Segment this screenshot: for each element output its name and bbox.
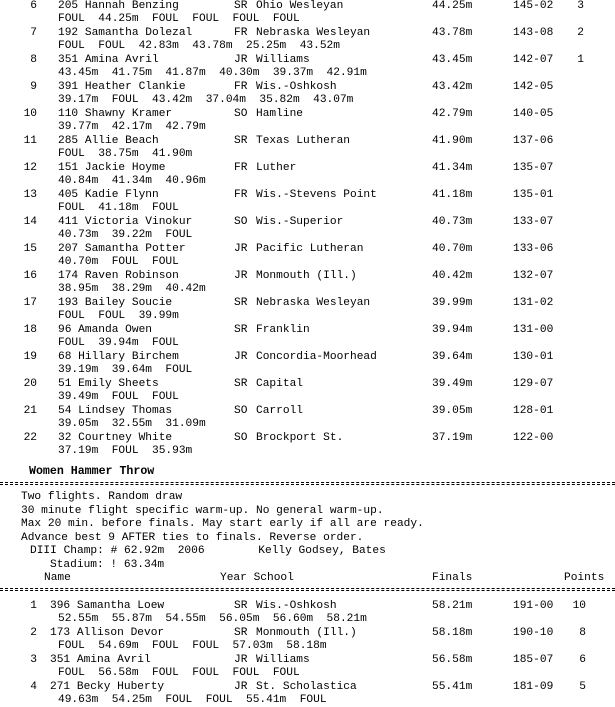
result-series: 39.49m FOUL FOUL xyxy=(58,391,179,403)
result-school: Carroll xyxy=(256,405,303,417)
result-entry: 174 Raven Robinson xyxy=(58,270,179,282)
result-place: 8 xyxy=(30,54,37,66)
header-finals: Finals xyxy=(432,572,473,584)
result-points: 10 xyxy=(572,600,586,612)
result-series: 37.19m FOUL 35.93m xyxy=(58,445,193,457)
result-series: FOUL 38.75m 41.90m xyxy=(58,148,193,160)
result-mark: 37.19m xyxy=(432,432,473,444)
result-entry: 96 Amanda Owen xyxy=(58,324,152,336)
result-entry: 193 Bailey Soucie xyxy=(58,297,173,309)
result-mark: 40.73m xyxy=(432,216,473,228)
result-entry: 54 Lindsey Thomas xyxy=(58,405,173,417)
result-imperial: 185-07 xyxy=(513,654,554,666)
result-place: 9 xyxy=(30,81,37,93)
result-place: 11 xyxy=(23,135,37,147)
result-entry: 173 Allison Devor xyxy=(50,627,165,639)
result-year: JR xyxy=(234,270,248,282)
result-entry: 391 Heather Clankie xyxy=(58,81,186,93)
result-school: Williams xyxy=(256,654,310,666)
result-school: Franklin xyxy=(256,324,310,336)
result-school: Wis.-Oshkosh xyxy=(256,600,337,612)
result-place: 6 xyxy=(30,0,37,12)
result-school: St. Scholastica xyxy=(256,681,357,693)
result-entry: 205 Hannah Benzing xyxy=(58,0,179,12)
result-series: 49.63m 54.25m FOUL FOUL 55.41m FOUL xyxy=(58,694,327,706)
result-imperial: 142-05 xyxy=(513,81,554,93)
result-year: FR xyxy=(234,81,248,93)
result-school: Monmouth (Ill.) xyxy=(256,627,357,639)
result-place: 16 xyxy=(23,270,37,282)
result-year: FR xyxy=(234,189,248,201)
result-place: 1 xyxy=(30,600,37,612)
result-place: 10 xyxy=(23,108,37,120)
result-mark: 39.64m xyxy=(432,351,473,363)
result-imperial: 143-08 xyxy=(513,27,554,39)
result-entry: 351 Amina Avril xyxy=(50,654,151,666)
result-place: 4 xyxy=(30,681,37,693)
header-name: Name xyxy=(44,572,71,584)
result-series: FOUL FOUL 42.83m 43.78m 25.25m 43.52m xyxy=(58,40,340,52)
result-imperial: 132-07 xyxy=(513,270,554,282)
result-entry: 405 Kadie Flynn xyxy=(58,189,159,201)
result-mark: 41.18m xyxy=(432,189,473,201)
header-year-school: Year School xyxy=(220,572,294,584)
result-year: JR xyxy=(234,351,248,363)
result-year: SR xyxy=(234,135,248,147)
result-year: JR xyxy=(234,243,248,255)
result-series: 40.73m 39.22m FOUL xyxy=(58,229,193,241)
result-mark: 39.99m xyxy=(432,297,473,309)
result-entry: 68 Hillary Birchem xyxy=(58,351,179,363)
result-points: 2 xyxy=(577,27,584,39)
result-place: 2 xyxy=(30,627,37,639)
result-entry: 110 Shawny Kramer xyxy=(58,108,173,120)
result-place: 15 xyxy=(23,243,37,255)
result-year: SO xyxy=(234,216,248,228)
championship-record: DIII Champ: # 62.92m 2006 Kelly Godsey, Bates xyxy=(30,545,386,557)
result-imperial: 181-09 xyxy=(513,681,554,693)
result-school: Williams xyxy=(256,54,310,66)
result-school: Nebraska Wesleyan xyxy=(256,297,371,309)
result-points: 1 xyxy=(577,54,584,66)
result-year: SR xyxy=(234,0,248,12)
result-school: Wis.-Stevens Point xyxy=(256,189,377,201)
result-place: 22 xyxy=(23,432,37,444)
result-points: 8 xyxy=(579,627,586,639)
result-place: 12 xyxy=(23,162,37,174)
section-title: Women Hammer Throw xyxy=(29,465,155,478)
result-entry: 351 Amina Avril xyxy=(58,54,159,66)
result-entry: 151 Jackie Hoyme xyxy=(58,162,166,174)
result-series: FOUL 54.69m FOUL FOUL 57.03m 58.18m xyxy=(58,640,327,652)
result-year: FR xyxy=(234,162,248,174)
result-series: 52.55m 55.87m 54.55m 56.05m 56.60m 58.21m xyxy=(58,613,367,625)
result-year: JR xyxy=(234,54,248,66)
result-imperial: 130-01 xyxy=(513,351,554,363)
result-year: JR xyxy=(234,654,248,666)
result-place: 14 xyxy=(23,216,37,228)
result-place: 18 xyxy=(23,324,37,336)
result-series: 39.19m 39.64m FOUL xyxy=(58,364,193,376)
result-year: SR xyxy=(234,378,248,390)
result-school: Texas Lutheran xyxy=(256,135,350,147)
result-mark: 44.25m xyxy=(432,0,473,12)
result-mark: 40.70m xyxy=(432,243,473,255)
result-imperial: 128-01 xyxy=(513,405,554,417)
result-year: SO xyxy=(234,432,248,444)
result-series: 39.05m 32.55m 31.09m xyxy=(58,418,206,430)
result-school: Ohio Wesleyan xyxy=(256,0,344,12)
result-imperial: 145-02 xyxy=(513,0,554,12)
result-school: Wis.-Superior xyxy=(256,216,344,228)
result-series: 39.17m FOUL 43.42m 37.04m 35.82m 43.07m xyxy=(58,94,354,106)
result-mark: 58.18m xyxy=(432,627,473,639)
result-entry: 207 Samantha Potter xyxy=(58,243,186,255)
result-imperial: 133-06 xyxy=(513,243,554,255)
result-school: Monmouth (Ill.) xyxy=(256,270,357,282)
result-place: 21 xyxy=(23,405,37,417)
result-series: 38.95m 38.29m 40.42m xyxy=(58,283,206,295)
result-year: SO xyxy=(234,405,248,417)
header-points: Points xyxy=(564,572,605,584)
result-mark: 56.58m xyxy=(432,654,473,666)
result-entry: 51 Emily Sheets xyxy=(58,378,159,390)
result-place: 17 xyxy=(23,297,37,309)
result-series: FOUL 56.58m FOUL FOUL FOUL FOUL xyxy=(58,667,300,679)
result-mark: 43.45m xyxy=(432,54,473,66)
result-series: 40.70m FOUL FOUL xyxy=(58,256,179,268)
result-imperial: 131-00 xyxy=(513,324,554,336)
result-place: 20 xyxy=(23,378,37,390)
event-note: Two flights. Random draw xyxy=(21,491,183,503)
stadium-record: Stadium: ! 63.34m xyxy=(50,559,165,571)
result-place: 3 xyxy=(30,654,37,666)
result-place: 7 xyxy=(30,27,37,39)
event-note: Advance best 9 AFTER ties to finals. Reverse order. xyxy=(21,531,364,544)
result-imperial: 142-07 xyxy=(513,54,554,66)
result-series: 39.77m 42.17m 42.79m xyxy=(58,121,206,133)
result-year: SO xyxy=(234,108,248,120)
result-year: SR xyxy=(234,297,248,309)
result-series: FOUL 39.94m FOUL xyxy=(58,337,179,349)
result-imperial: 191-00 xyxy=(513,600,554,612)
result-entry: 285 Allie Beach xyxy=(58,135,159,147)
result-mark: 39.05m xyxy=(432,405,473,417)
result-entry: 411 Victoria Vinokur xyxy=(58,216,193,228)
result-imperial: 135-07 xyxy=(513,162,554,174)
result-imperial: 122-00 xyxy=(513,432,554,444)
result-imperial: 131-02 xyxy=(513,297,554,309)
result-mark: 41.90m xyxy=(432,135,473,147)
result-school: Concordia-Moorhead xyxy=(256,351,377,363)
result-series: FOUL FOUL 39.99m xyxy=(58,310,179,322)
result-year: SR xyxy=(234,324,248,336)
result-year: JR xyxy=(234,681,248,693)
result-series: FOUL 41.18m FOUL xyxy=(58,202,179,214)
result-imperial: 140-05 xyxy=(513,108,554,120)
result-mark: 58.21m xyxy=(432,600,473,612)
result-school: Brockport St. xyxy=(256,432,344,444)
result-mark: 39.94m xyxy=(432,324,473,336)
result-mark: 43.78m xyxy=(432,27,473,39)
result-place: 19 xyxy=(23,351,37,363)
result-entry: 32 Courtney White xyxy=(58,432,173,444)
result-imperial: 133-07 xyxy=(513,216,554,228)
result-entry: 396 Samantha Loew xyxy=(50,600,165,612)
result-year: FR xyxy=(234,27,248,39)
result-school: Hamline xyxy=(256,108,303,120)
result-mark: 43.42m xyxy=(432,81,473,93)
result-school: Capital xyxy=(256,378,303,390)
result-mark: 42.79m xyxy=(432,108,473,120)
result-school: Luther xyxy=(256,162,297,174)
result-entry: 192 Samantha Dolezal xyxy=(58,27,193,39)
result-school: Nebraska Wesleyan xyxy=(256,27,371,39)
result-place: 13 xyxy=(23,189,37,201)
event-note: Max 20 min. before finals. May start early if all are ready. xyxy=(21,518,424,530)
result-mark: 55.41m xyxy=(432,681,473,693)
result-entry: 271 Becky Huberty xyxy=(50,681,165,693)
result-points: 5 xyxy=(579,681,586,693)
result-imperial: 190-10 xyxy=(513,627,554,639)
result-year: SR xyxy=(234,627,248,639)
result-imperial: 129-07 xyxy=(513,378,554,390)
result-points: 6 xyxy=(579,654,586,666)
result-series: 40.84m 41.34m 40.96m xyxy=(58,175,206,187)
result-series: 43.45m 41.75m 41.87m 40.30m 39.37m 42.91m xyxy=(58,67,367,79)
result-series: FOUL 44.25m FOUL FOUL FOUL FOUL xyxy=(58,13,300,25)
result-imperial: 137-06 xyxy=(513,135,554,147)
result-mark: 40.42m xyxy=(432,270,473,282)
result-year: SR xyxy=(234,600,248,612)
result-imperial: 135-01 xyxy=(513,189,554,201)
result-mark: 41.34m xyxy=(432,162,473,174)
result-points: 3 xyxy=(577,0,584,12)
result-school: Wis.-Oshkosh xyxy=(256,81,337,93)
result-mark: 39.49m xyxy=(432,378,473,390)
divider xyxy=(0,588,615,591)
result-school: Pacific Lutheran xyxy=(256,243,364,255)
event-note: 30 minute flight specific warm-up. No general warm-up. xyxy=(21,504,384,517)
divider xyxy=(0,482,615,485)
